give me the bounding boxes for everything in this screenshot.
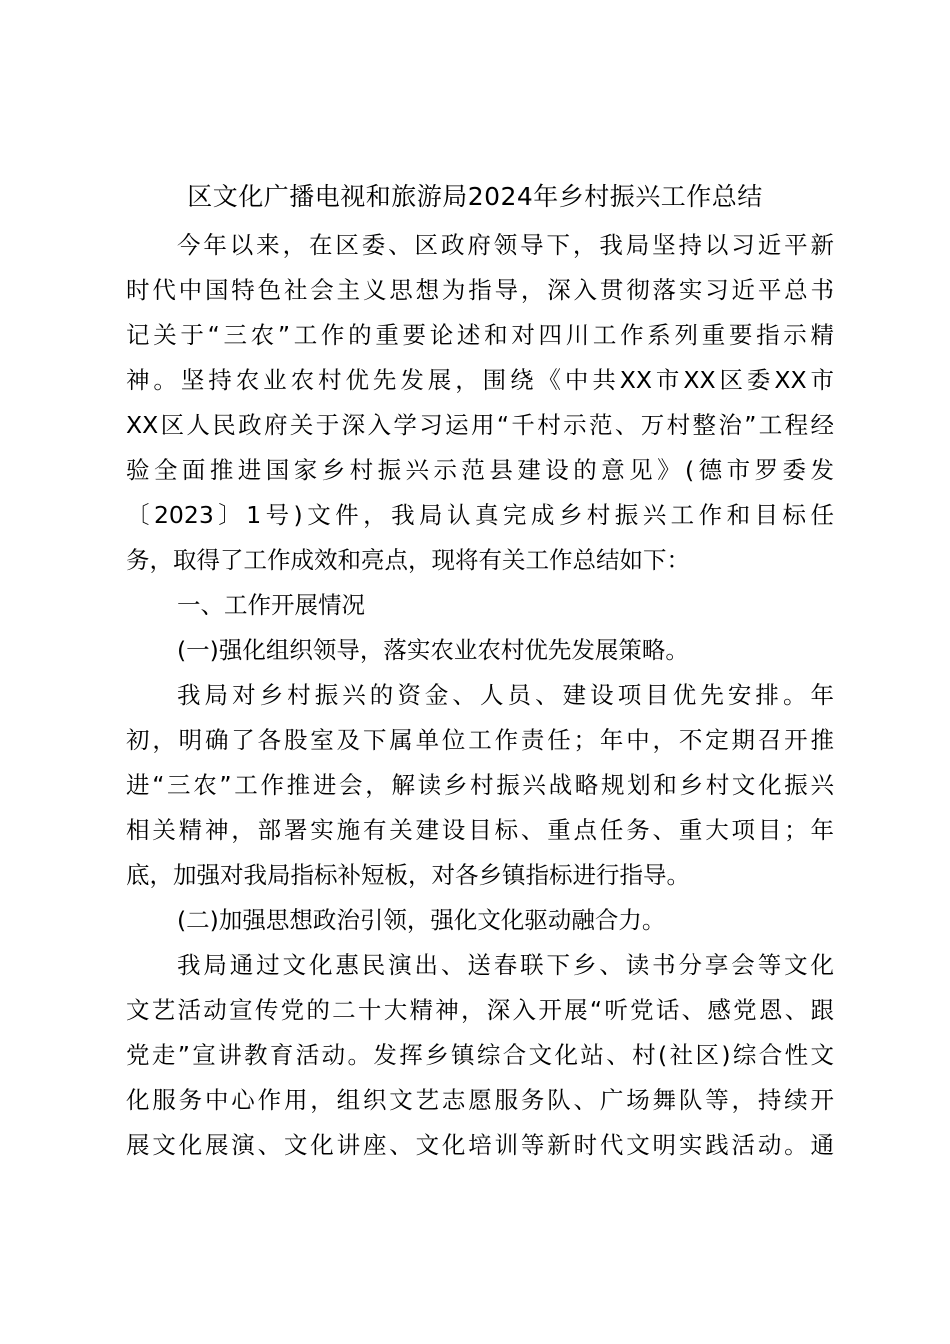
text-line: 一、工作开展情况 (177, 591, 365, 619)
text-line: 相关精神，部署实施有关建设目标、重点任务、重大项目；年 (126, 816, 834, 844)
text-line: (一)强化组织领导，落实农业农村优先发展策略。 (177, 636, 689, 664)
text-line: 我局对乡村振兴的资金、人员、建设项目优先安排。年 (177, 681, 834, 709)
text-line: 时代中国特色社会主义思想为指导，深入贯彻落实习近平总书 (126, 276, 834, 304)
text-line: 进“三农”工作推进会，解读乡村振兴战略规划和乡村文化振兴 (126, 771, 834, 799)
text-line: 展文化展演、文化讲座、文化培训等新时代文明实践活动。通 (126, 1131, 834, 1159)
text-line: 验全面推进国家乡村振兴示范县建设的意见》(德市罗委发 (126, 456, 834, 484)
text-line: (二)加强思想政治引领，强化文化驱动融合力。 (177, 906, 666, 934)
text-line: 党走”宣讲教育活动。发挥乡镇综合文化站、村(社区)综合性文 (126, 1041, 834, 1069)
text-line: 化服务中心作用，组织文艺志愿服务队、广场舞队等，持续开 (126, 1086, 834, 1114)
text-line: 神。坚持农业农村优先发展，围绕《中共XX市XX区委XX市 (126, 366, 834, 394)
text-line: 〔2023〕1号)文件，我局认真完成乡村振兴工作和目标任 (126, 501, 834, 529)
text-line: 底，加强对我局指标补短板，对各乡镇指标进行指导。 (126, 861, 690, 889)
text-line: 我局通过文化惠民演出、送春联下乡、读书分享会等文化 (177, 951, 834, 979)
document-body (126, 223, 834, 1168)
text-line: XX区人民政府关于深入学习运用“千村示范、万村整治”工程经 (126, 411, 834, 439)
text-line: 文艺活动宣传党的二十大精神，深入开展“听党话、感党恩、跟 (126, 996, 834, 1024)
text-line: 务，取得了工作成效和亮点，现将有关工作总结如下： (126, 546, 690, 574)
document-title: 区文化广播电视和旅游局2024年乡村振兴工作总结 (187, 182, 763, 211)
text-line: 初，明确了各股室及下属单位工作责任；年中，不定期召开推 (126, 726, 834, 754)
text-line: 记关于“三农”工作的重要论述和对四川工作系列重要指示精 (126, 321, 834, 349)
text-line: 今年以来，在区委、区政府领导下，我局坚持以习近平新 (177, 231, 834, 259)
